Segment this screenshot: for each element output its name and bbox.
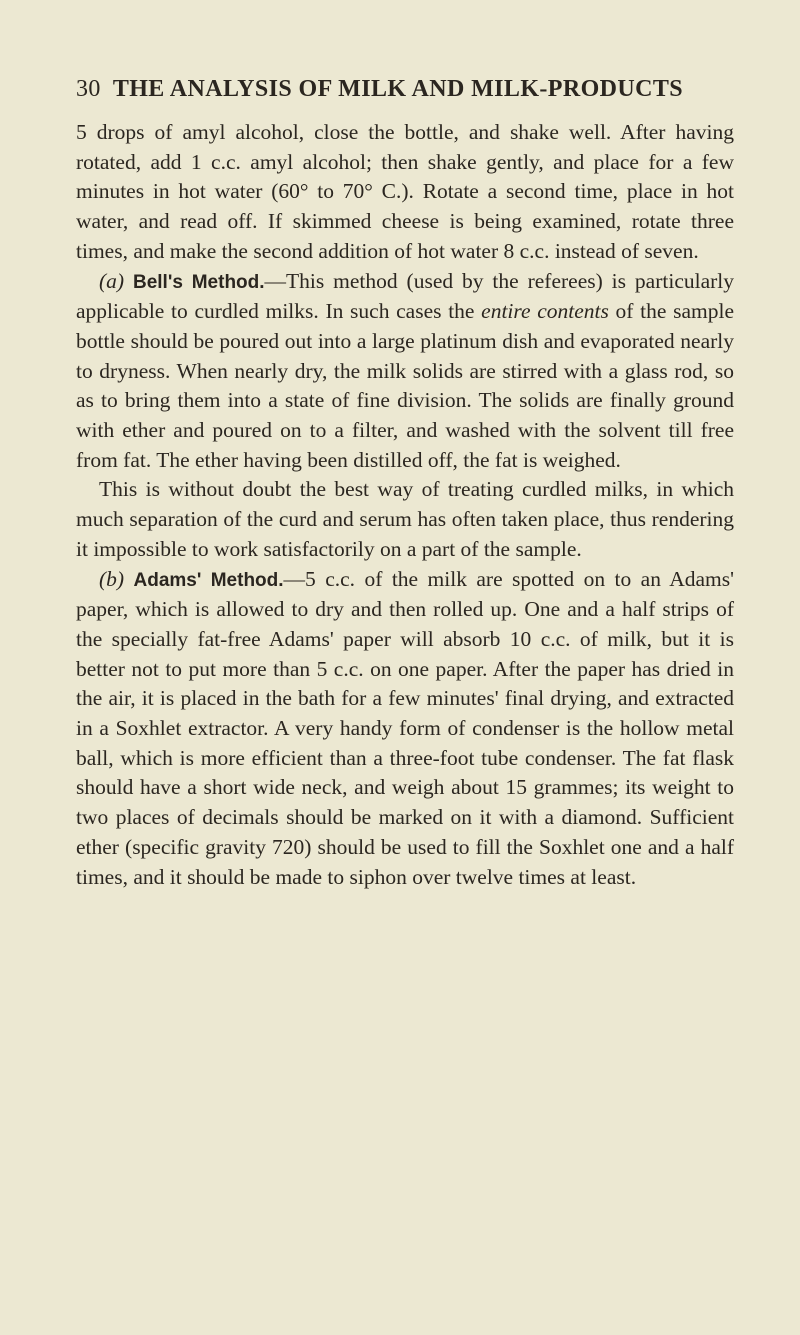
section-marker-b: (b) [99,566,125,591]
paragraph-text: —This method (used by the referees) is particularly applicable to curdled milks. In such cases the [76,268,735,324]
paragraph-text: of the sample bottle should be poured out into a large platinum dish and evaporated nearly to dryness. When nearly dry, the milk solids are stirred with a glass rod, so as to bring them into a state of fine division. The solids are finally ground with ether and poured on to a filter, and washed with the solvent till free from fat. The ether having been distilled off, the fat is weighed. [76,299,734,472]
paragraph-text: —5 c.c. of the milk are spotted on to an Adams' paper, which is allowed to dry and then rolled up. One and a half strips of the specially fat-free Adams' paper will absorb 10 c.c. of milk, but it is better not to put more than 5 c.c. on one paper. After the paper has dried in the air, it is placed in the bath for a few minutes' final drying, and extracted in a Soxhlet extractor. A very handy form of condenser is the hollow metal ball, which is more efficient than a three-foot tube condenser. The fat flask should have a short wide neck, and weigh about 15 grammes; its weight to two places of decimals should be marked on it with a diamond. Sufficient ether (specific gravity 720) should be used to fill the Soxhlet one and a half times, and it should be made to siphon over twelve times at least. [76,566,734,889]
page-number: 30 [76,76,101,102]
section-heading-bells-method: Bell's Method. [132,271,265,293]
paragraph-curdled-milks: This is without doubt the best way of treating curdled milks, in which much separation of the curd and serum has often taken place, thus rendering it impossible to work satisfactorily on a part of the sample. [76,477,734,561]
running-title: THE ANALYSIS OF MILK AND MILK-PRODUCTS [112,76,683,102]
paragraph-continuation: 5 drops of amyl alcohol, close the bottle, and shake well. After having rotated, add 1 c.c. amyl alcohol; then shake gently, and place for a few minutes in hot water (60° to 70° C.). Rotate a second time, place in hot water, and read off. If skimmed cheese is being examined, rotate three times, and make the second addition of hot water 8 c.c. instead of seven. [76,120,734,263]
running-header [76,76,716,103]
section-heading-adams-method: Adams' Method. [133,569,284,591]
page-body [76,118,734,892]
emphasis-text: entire contents [481,299,609,324]
paragraph-bells-method [76,267,734,476]
section-marker-a: (a) [99,268,125,293]
paragraph-adams-method [76,565,734,893]
